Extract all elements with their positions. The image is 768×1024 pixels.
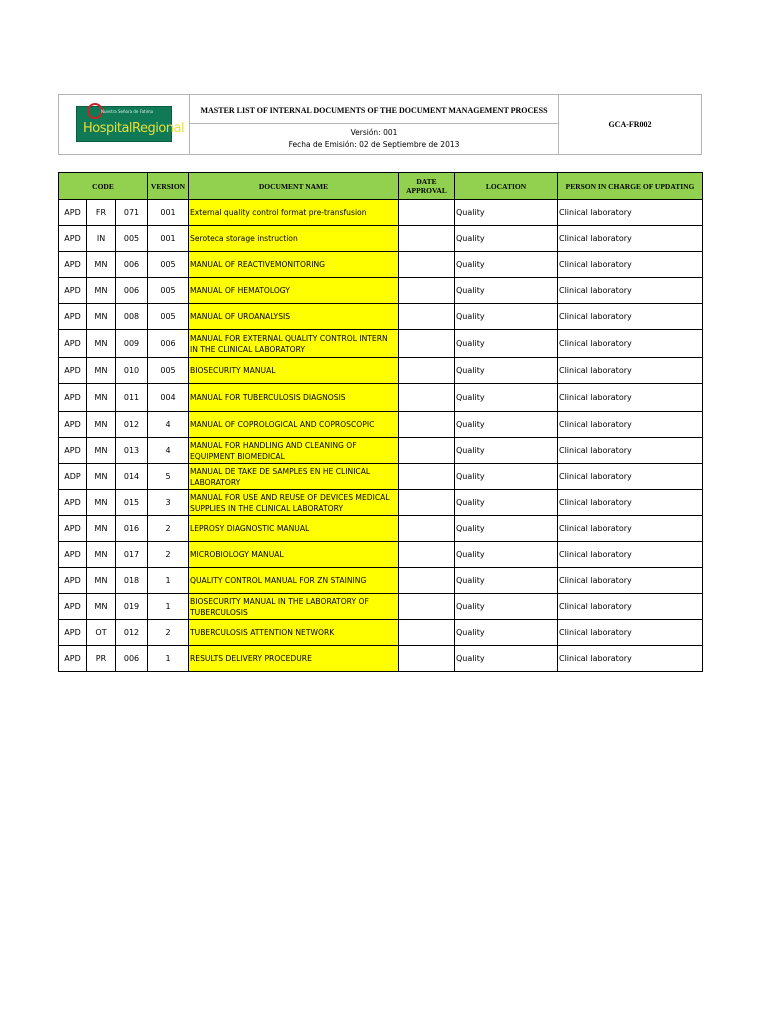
table-row: [59, 464, 703, 490]
version-cell: 2: [148, 516, 189, 542]
location-cell: Quality: [455, 412, 558, 438]
code-type: MN: [87, 438, 116, 464]
code-number: 006: [116, 646, 148, 672]
document-name-cell: BIOSECURITY MANUAL IN THE LABORATORY OF TUBERCULOSIS: [189, 594, 399, 620]
date-approval-cell: [399, 330, 455, 358]
document-name-cell: MANUAL OF REACTIVEMONITORING: [189, 252, 399, 278]
code-prefix: APD: [59, 384, 87, 412]
date-approval-cell: [399, 490, 455, 516]
location-cell: Quality: [455, 278, 558, 304]
person-cell: Clinical laboratory: [558, 568, 703, 594]
code-number: 017: [116, 542, 148, 568]
date-approval-cell: [399, 646, 455, 672]
code-number: 006: [116, 278, 148, 304]
person-cell: Clinical laboratory: [558, 278, 703, 304]
date-approval-cell: [399, 516, 455, 542]
hospital-logo: [76, 106, 185, 142]
date-approval-cell: [399, 464, 455, 490]
version-cell: 3: [148, 490, 189, 516]
document-name-cell: MANUAL OF COPROLOGICAL AND COPROSCOPIC: [189, 412, 399, 438]
code-type: MN: [87, 252, 116, 278]
document-name-cell: QUALITY CONTROL MANUAL FOR ZN STAINING: [189, 568, 399, 594]
code-type: MN: [87, 464, 116, 490]
document-name-cell: BIOSECURITY MANUAL: [189, 358, 399, 384]
code-prefix: APD: [59, 542, 87, 568]
table-row: [59, 646, 703, 672]
location-cell: Quality: [455, 542, 558, 568]
code-number: 005: [116, 226, 148, 252]
version-cell: 4: [148, 412, 189, 438]
document-name-cell: External quality control format pre-transfusion: [189, 200, 399, 226]
issue-date-text: Fecha de Emisión: 02 de Septiembre de 2013: [288, 140, 460, 149]
document-header: [58, 94, 702, 155]
document-name-cell: MANUAL DE TAKE DE SAMPLES EN HE CLINICAL LABORATORY: [189, 464, 399, 490]
code-prefix: APD: [59, 490, 87, 516]
code-number: 012: [116, 412, 148, 438]
col-header-code: CODE: [59, 173, 148, 200]
table-row: [59, 568, 703, 594]
date-approval-cell: [399, 594, 455, 620]
document-name-cell: MANUAL FOR USE AND REUSE OF DEVICES MEDICAL SUPPLIES IN THE CLINICAL LABORATORY: [189, 490, 399, 516]
col-header-version: VERSION: [148, 173, 189, 200]
document-name-cell: MICROBIOLOGY MANUAL: [189, 542, 399, 568]
code-type: MN: [87, 278, 116, 304]
code-prefix: APD: [59, 438, 87, 464]
code-type: FR: [87, 200, 116, 226]
person-cell: Clinical laboratory: [558, 358, 703, 384]
date-approval-cell: [399, 304, 455, 330]
code-prefix: ADP: [59, 464, 87, 490]
document-name-cell: MANUAL FOR EXTERNAL QUALITY CONTROL INTERN IN THE CLINICAL LABORATORY: [189, 330, 399, 358]
person-cell: Clinical laboratory: [558, 330, 703, 358]
code-number: 013: [116, 438, 148, 464]
logo-cell: [59, 95, 190, 155]
table-row: [59, 304, 703, 330]
person-cell: Clinical laboratory: [558, 516, 703, 542]
title-cell: [190, 95, 559, 155]
person-cell: Clinical laboratory: [558, 412, 703, 438]
location-cell: Quality: [455, 200, 558, 226]
location-cell: Quality: [455, 226, 558, 252]
location-cell: Quality: [455, 330, 558, 358]
code-type: MN: [87, 594, 116, 620]
version-cell: 2: [148, 620, 189, 646]
code-type: MN: [87, 542, 116, 568]
documents-table: [58, 172, 703, 672]
date-approval-cell: [399, 568, 455, 594]
document-name-cell: MANUAL OF UROANALYSIS: [189, 304, 399, 330]
col-header-date-approval: DATE APPROVAL: [399, 173, 455, 200]
code-prefix: APD: [59, 278, 87, 304]
location-cell: Quality: [455, 358, 558, 384]
code-type: MN: [87, 516, 116, 542]
table-row: [59, 542, 703, 568]
table-row: [59, 226, 703, 252]
location-cell: Quality: [455, 490, 558, 516]
location-cell: Quality: [455, 384, 558, 412]
table-row: [59, 330, 703, 358]
code-number: 010: [116, 358, 148, 384]
code-type: MN: [87, 568, 116, 594]
code-number: 008: [116, 304, 148, 330]
col-header-person: PERSON IN CHARGE OF UPDATING: [558, 173, 703, 200]
person-cell: Clinical laboratory: [558, 200, 703, 226]
location-cell: Quality: [455, 646, 558, 672]
version-cell: 005: [148, 278, 189, 304]
person-cell: Clinical laboratory: [558, 252, 703, 278]
version-cell: 004: [148, 384, 189, 412]
code-number: 016: [116, 516, 148, 542]
version-cell: 2: [148, 542, 189, 568]
date-approval-cell: [399, 412, 455, 438]
table-row: [59, 200, 703, 226]
date-approval-cell: [399, 542, 455, 568]
table-header-row: [59, 173, 703, 200]
code-prefix: APD: [59, 594, 87, 620]
code-number: 009: [116, 330, 148, 358]
code-type: MN: [87, 384, 116, 412]
location-cell: Quality: [455, 620, 558, 646]
person-cell: Clinical laboratory: [558, 304, 703, 330]
date-approval-cell: [399, 278, 455, 304]
table-row: [59, 384, 703, 412]
person-cell: Clinical laboratory: [558, 646, 703, 672]
date-approval-cell: [399, 358, 455, 384]
code-number: 015: [116, 490, 148, 516]
person-cell: Clinical laboratory: [558, 226, 703, 252]
code-number: 071: [116, 200, 148, 226]
table-row: [59, 594, 703, 620]
version-cell: 5: [148, 464, 189, 490]
table-row: [59, 252, 703, 278]
table-row: [59, 516, 703, 542]
table-row: [59, 620, 703, 646]
code-prefix: APD: [59, 304, 87, 330]
code-prefix: APD: [59, 412, 87, 438]
col-header-location: LOCATION: [455, 173, 558, 200]
version-text: Versión: 001: [350, 128, 398, 137]
logo-text: HospitalRegional: [83, 121, 185, 136]
document-name-cell: RESULTS DELIVERY PROCEDURE: [189, 646, 399, 672]
person-cell: Clinical laboratory: [558, 542, 703, 568]
code-type: IN: [87, 226, 116, 252]
code-prefix: APD: [59, 358, 87, 384]
code-prefix: APD: [59, 516, 87, 542]
code-prefix: APD: [59, 252, 87, 278]
date-approval-cell: [399, 438, 455, 464]
document-name-cell: MANUAL FOR TUBERCULOSIS DIAGNOSIS: [189, 384, 399, 412]
code-type: MN: [87, 304, 116, 330]
version-cell: 005: [148, 304, 189, 330]
date-approval-cell: [399, 620, 455, 646]
document-name-cell: MANUAL OF HEMATOLOGY: [189, 278, 399, 304]
code-type: PR: [87, 646, 116, 672]
version-cell: 1: [148, 646, 189, 672]
version-cell: 005: [148, 358, 189, 384]
table-row: [59, 490, 703, 516]
form-code: GCA-FR002: [559, 95, 702, 155]
code-prefix: APD: [59, 568, 87, 594]
location-cell: Quality: [455, 438, 558, 464]
code-type: MN: [87, 412, 116, 438]
code-number: 019: [116, 594, 148, 620]
person-cell: Clinical laboratory: [558, 384, 703, 412]
document-name-cell: LEPROSY DIAGNOSTIC MANUAL: [189, 516, 399, 542]
code-prefix: APD: [59, 646, 87, 672]
date-approval-cell: [399, 384, 455, 412]
location-cell: Quality: [455, 252, 558, 278]
date-approval-cell: [399, 252, 455, 278]
table-row: [59, 438, 703, 464]
code-prefix: APD: [59, 200, 87, 226]
person-cell: Clinical laboratory: [558, 620, 703, 646]
version-cell: 1: [148, 568, 189, 594]
table-row: [59, 412, 703, 438]
version-cell: 006: [148, 330, 189, 358]
version-cell: 001: [148, 226, 189, 252]
location-cell: Quality: [455, 516, 558, 542]
location-cell: Quality: [455, 568, 558, 594]
date-approval-cell: [399, 200, 455, 226]
code-prefix: APD: [59, 620, 87, 646]
person-cell: Clinical laboratory: [558, 464, 703, 490]
code-number: 018: [116, 568, 148, 594]
person-cell: Clinical laboratory: [558, 438, 703, 464]
code-prefix: APD: [59, 226, 87, 252]
code-number: 006: [116, 252, 148, 278]
col-header-document-name: DOCUMENT NAME: [189, 173, 399, 200]
code-type: OT: [87, 620, 116, 646]
table-row: [59, 358, 703, 384]
date-approval-cell: [399, 226, 455, 252]
code-number: 014: [116, 464, 148, 490]
person-cell: Clinical laboratory: [558, 594, 703, 620]
code-number: 012: [116, 620, 148, 646]
table-row: [59, 278, 703, 304]
location-cell: Quality: [455, 594, 558, 620]
code-type: MN: [87, 358, 116, 384]
code-type: MN: [87, 490, 116, 516]
logo-small-text: Nuestra Señora de Fatima: [101, 109, 154, 114]
location-cell: Quality: [455, 464, 558, 490]
location-cell: Quality: [455, 304, 558, 330]
version-cell: 005: [148, 252, 189, 278]
document-name-cell: TUBERCULOSIS ATTENTION NETWORK: [189, 620, 399, 646]
version-cell: 4: [148, 438, 189, 464]
version-cell: 001: [148, 200, 189, 226]
document-name-cell: MANUAL FOR HANDLING AND CLEANING OF EQUIPMENT BIOMEDICAL: [189, 438, 399, 464]
code-prefix: APD: [59, 330, 87, 358]
person-cell: Clinical laboratory: [558, 490, 703, 516]
document-title: MASTER LIST OF INTERNAL DOCUMENTS OF THE DOCUMENT MANAGEMENT PROCESS: [190, 95, 558, 124]
version-info: [190, 124, 558, 154]
document-name-cell: Seroteca storage instruction: [189, 226, 399, 252]
code-number: 011: [116, 384, 148, 412]
code-type: MN: [87, 330, 116, 358]
version-cell: 1: [148, 594, 189, 620]
